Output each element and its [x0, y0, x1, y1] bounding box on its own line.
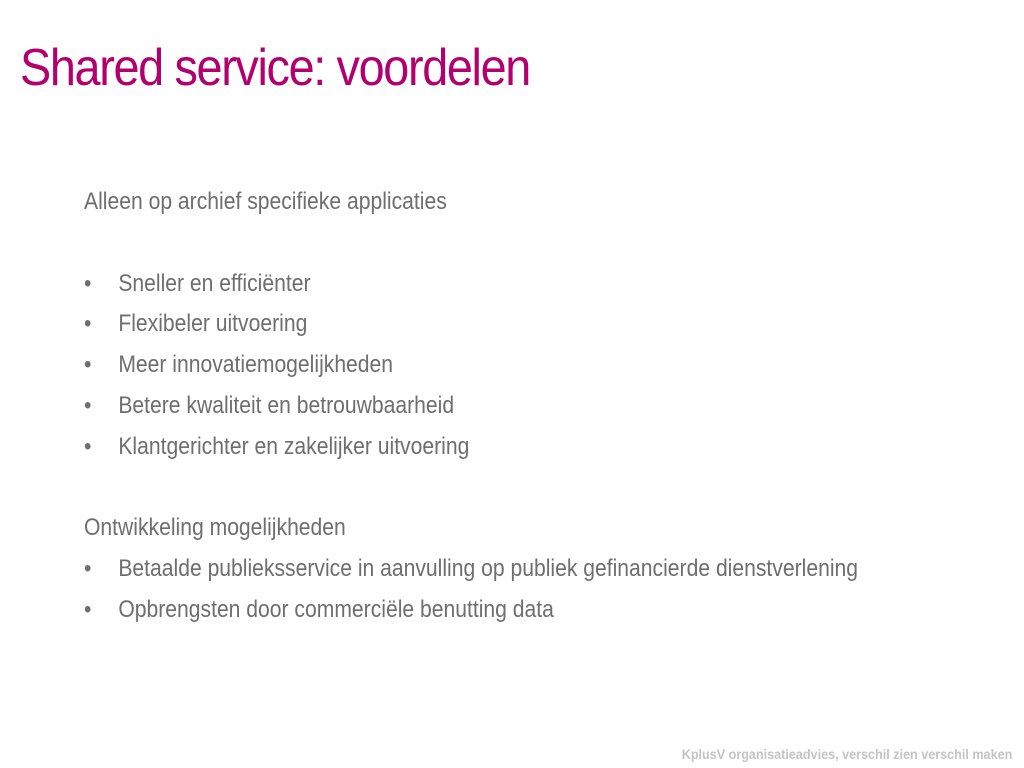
- bullet-icon: •: [84, 351, 92, 379]
- footer-text: KplusV organisatieadvies, verschil zien verschil maken: [681, 746, 1012, 762]
- list-item: [84, 386, 876, 427]
- list-item-text: Sneller en efficiënter: [118, 269, 311, 297]
- list-item: [84, 264, 876, 305]
- list-item: [84, 345, 876, 386]
- bullet-icon: •: [84, 595, 92, 623]
- list-item: [84, 590, 876, 631]
- list-item: [84, 427, 876, 468]
- slide-title: Shared service: voordelen: [20, 39, 530, 97]
- list-item-text: Meer innovatiemogelijkheden: [118, 351, 394, 379]
- spacer: [84, 223, 984, 264]
- list-item-text: Flexibeler uitvoering: [118, 310, 308, 338]
- bullet-icon: •: [84, 432, 92, 460]
- list-item-text: Klantgerichter en zakelijker uitvoering: [118, 432, 470, 460]
- slide-body: [84, 182, 984, 631]
- list-item: [84, 549, 876, 590]
- spacer: [84, 468, 984, 509]
- bullet-icon: •: [84, 555, 92, 583]
- list-item-text: Opbrengsten door commerciële benutting data: [118, 595, 554, 623]
- section-heading: Ontwikkeling mogelijkheden: [84, 514, 346, 542]
- bullet-icon: •: [84, 269, 92, 297]
- list-item-text: Betere kwaliteit en betrouwbaarheid: [118, 391, 455, 419]
- list-item: [84, 304, 876, 345]
- bullet-icon: •: [84, 391, 92, 419]
- section-heading: Alleen op archief specifieke applicaties: [84, 188, 447, 215]
- bullet-icon: •: [84, 310, 92, 338]
- list-item-text: Betaalde publieksservice in aanvulling op publiek gefinancierde dienstverlening: [118, 555, 859, 583]
